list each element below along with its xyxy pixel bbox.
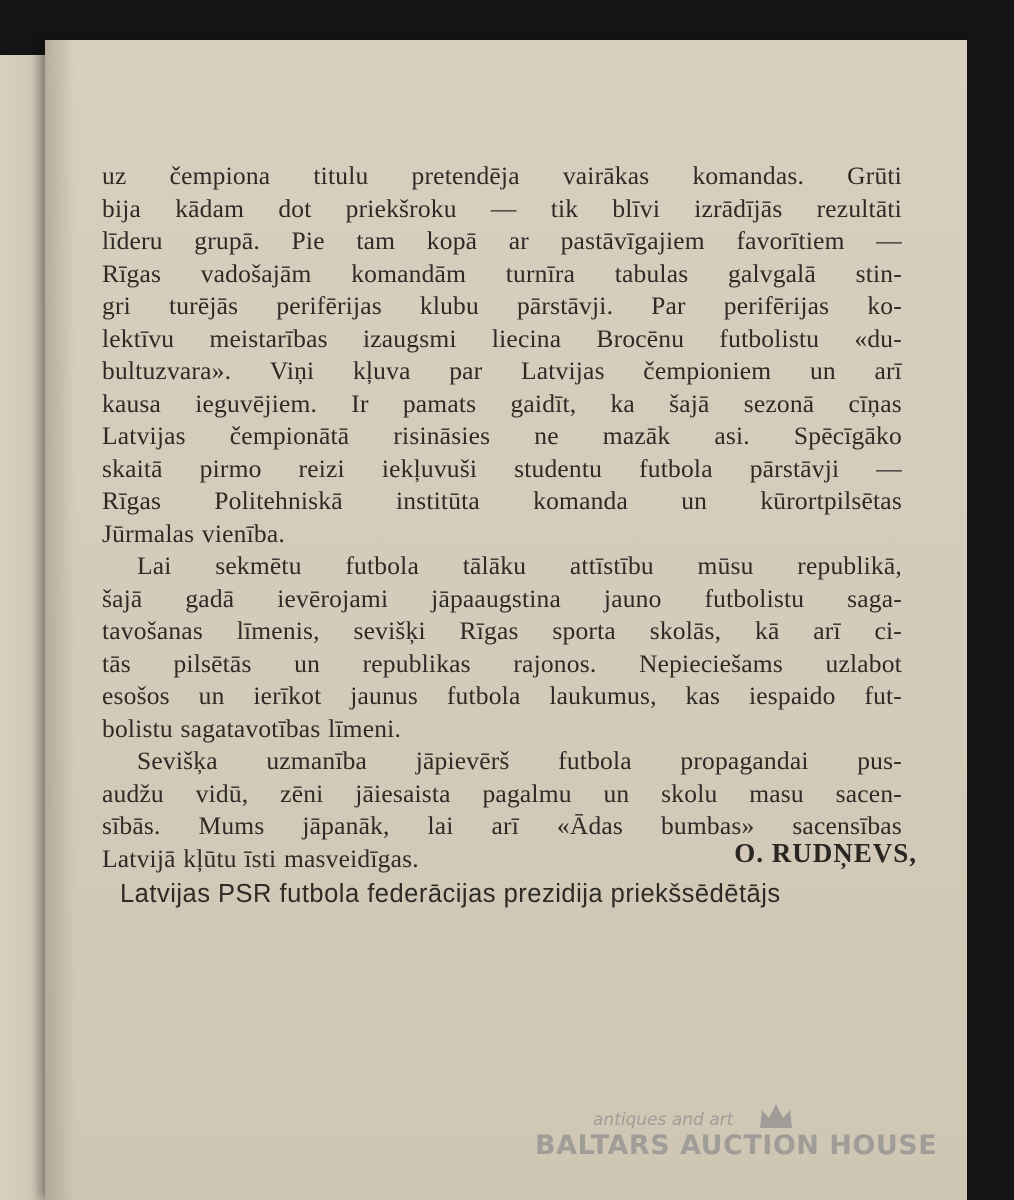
signature-title: Latvijas PSR futbola federācijas prezidija priekšsēdētājs — [120, 880, 781, 908]
article-text — [102, 160, 902, 875]
crown-icon — [758, 1102, 794, 1130]
text-line: sībās. Mums jāpanāk, lai arī «Ādas bumbas» sacensības — [102, 811, 902, 840]
text-line: Lai sekmētu futbola tālāku attīstību mūsu republikā, — [137, 551, 902, 580]
text-line: gri turējās perifērijas klubu pārstāvji. Par perifērijas ko- — [102, 291, 902, 320]
text-line: Sevišķa uzmanība jāpievērš futbola propagandai pus- — [137, 746, 902, 775]
text-line: Rīgas vadošajām komandām turnīra tabulas galvgalā stin- — [102, 258, 902, 288]
watermark-name: BALTARS AUCTION HOUSE — [535, 1130, 938, 1161]
text-line: audžu vidū, zēni jāiesaista pagalmu un skolu masu sacen- — [102, 778, 902, 808]
watermark — [535, 1102, 938, 1172]
text-line: Latvijā kļūtu īsti masveidīgas. — [102, 843, 419, 873]
text-line: Rīgas Politehniskā institūta komanda un kūrortpilsētas — [102, 486, 902, 515]
text-line: bolistu sagatavotības līmeni. — [102, 713, 402, 743]
signature-name: O. RUDŅEVS, — [734, 838, 917, 868]
text-line: esošos un ierīkot jaunus futbola laukumus, kas iespaido fut- — [102, 681, 902, 710]
watermark-tagline: antiques and art — [593, 1110, 734, 1130]
text-line: bultuzvara». Viņi kļuva par Latvijas čempioniem un arī — [102, 356, 902, 385]
text-line: Latvijas čempionātā risināsies ne mazāk asi. Spēcīgāko — [102, 421, 902, 450]
text-line: līderu grupā. Pie tam kopā ar pastāvīgajiem favorītiem — — [102, 226, 902, 255]
text-line: tās pilsētās un republikas rajonos. Nepieciešams uzlabot — [102, 648, 902, 678]
text-line: kausa ieguvējiem. Ir pamats gaidīt, ka šajā sezonā cīņas — [102, 388, 902, 418]
book-page — [45, 40, 967, 1200]
text-line: tavošanas līmenis, sevišķi Rīgas sporta skolās, kā arī ci- — [102, 616, 902, 645]
text-line: lektīvu meistarības izaugsmi liecina Brocēnu futbolistu «du- — [102, 323, 902, 353]
text-line: šajā gadā ievērojami jāpaaugstina jauno futbolistu saga- — [102, 583, 902, 613]
text-line: uz čempiona titulu pretendēja vairākas komandas. Grūti — [102, 161, 902, 190]
text-line: skaitā pirmo reizi iekļuvuši studentu futbola pārstāvji — — [102, 453, 902, 483]
text-line: Jūrmalas vienība. — [102, 518, 285, 548]
text-line: bija kādam dot priekšroku — tik blīvi izrādījās rezultāti — [102, 193, 902, 223]
